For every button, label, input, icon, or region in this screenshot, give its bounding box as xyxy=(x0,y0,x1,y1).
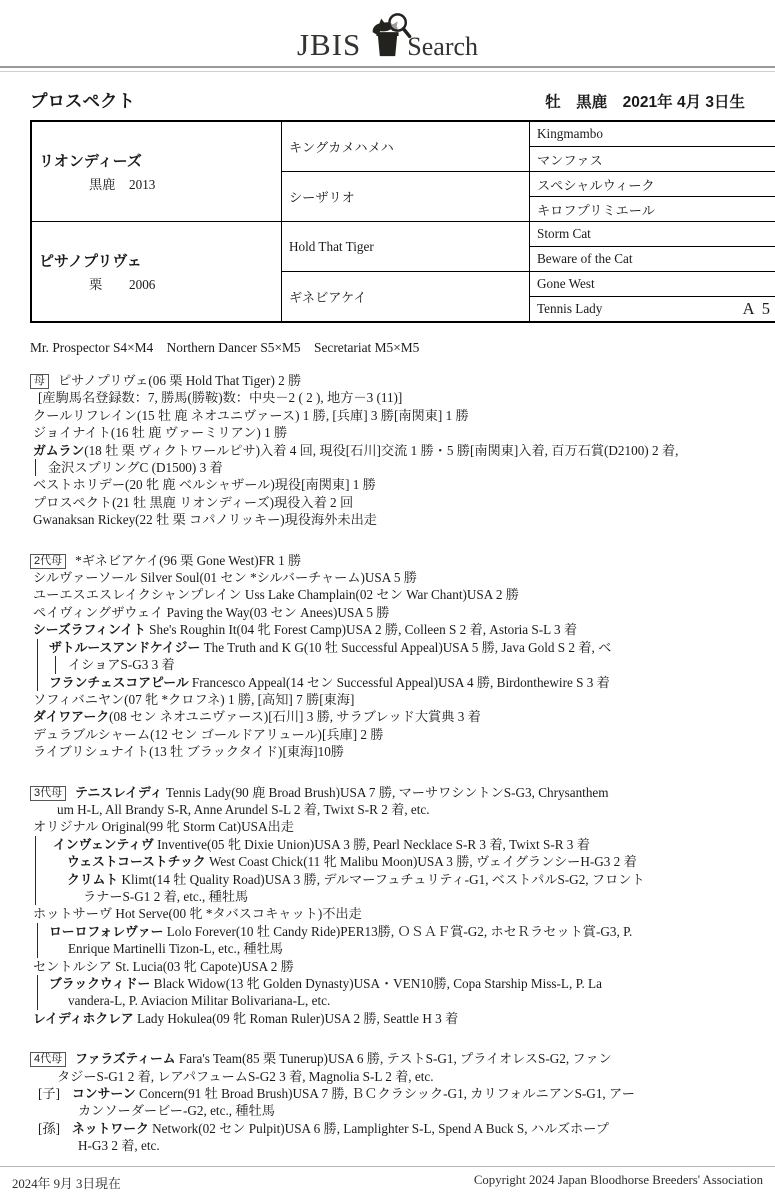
generation-label: 2代母 xyxy=(30,554,66,569)
jbis-logo-text: JBIS xyxy=(296,27,362,62)
tree-connector xyxy=(35,836,36,853)
horse-name: ネットワーク xyxy=(72,1120,149,1136)
line-segment: プロスペクト(21 牡 黒鹿 リオンディーズ)現役入着 2 回 xyxy=(33,494,354,510)
family-section xyxy=(30,372,750,529)
line-text xyxy=(30,424,287,441)
line-text xyxy=(30,940,283,957)
line-segment: Francesco Appeal(14 セン Successful Appeal)USA 4 勝, Birdonthewire S 3 着 xyxy=(188,674,610,690)
horse-name: ザトルースアンドケイジー xyxy=(49,639,201,655)
horse-name: ファラズティーム xyxy=(75,1051,176,1067)
pedigree-line xyxy=(30,853,750,870)
pedigree-line xyxy=(30,1085,750,1102)
line-text xyxy=(30,1102,275,1119)
page-title-horse-name: プロスペクト xyxy=(30,91,135,111)
search-logo-text: Search xyxy=(407,32,479,61)
horse-name: フランチェスコアピール xyxy=(49,674,189,690)
pedigree-sire-sire-sire-cell: Kingmambo xyxy=(530,121,775,147)
pedigree-dam-sire-cell: Hold That Tiger xyxy=(282,222,530,272)
line-segment: ライブリシュナイト(13 牡 ブラックタイド)[東海]10勝 xyxy=(33,744,344,760)
pedigree-sire-sire-dam-cell: マンファス xyxy=(530,147,775,172)
horse-name: テニスレイディ xyxy=(75,784,163,800)
pedigree-line xyxy=(30,1137,750,1154)
line-text xyxy=(30,923,632,940)
line-text xyxy=(30,442,678,459)
pedigree-line xyxy=(30,818,750,835)
line-segment: [孫] xyxy=(38,1120,60,1136)
pedigree-line xyxy=(30,639,750,656)
inbreeding-line: Mr. Prospector S4×M4 Northern Dancer S5×M5 Secretariat M5×M5 xyxy=(30,340,420,355)
pedigree-line xyxy=(30,459,750,476)
line-segment: 金沢スプリングC (D1500) 3 着 xyxy=(48,460,223,476)
line-text xyxy=(30,958,294,975)
pedigree-dam-sire-sire-cell: Storm Cat xyxy=(530,222,775,247)
pedigree-line xyxy=(30,801,750,818)
line-segment: ペイヴィングザウェイ Paving the Way(03 セン Anees)USA 5 勝 xyxy=(33,604,390,620)
pedigree-line xyxy=(30,905,750,922)
line-segment: ベストホリデー(20 牝 鹿 ベルシャザール)現役[南関東] 1 勝 xyxy=(33,477,376,493)
line-text xyxy=(30,389,402,406)
line-text xyxy=(30,691,354,708)
dam-name: ピサノプリヴェ xyxy=(39,253,142,270)
line-text xyxy=(30,459,223,476)
line-text xyxy=(30,784,609,801)
line-segment: vandera-L, P. Aviacion Militar Bolivariana-L, etc. xyxy=(68,993,331,1009)
line-text xyxy=(30,853,637,870)
horse-name: ガムラン xyxy=(33,442,85,458)
pedigree-sire-cell xyxy=(31,121,282,222)
line-text xyxy=(30,476,376,493)
line-text xyxy=(30,1085,635,1102)
line-segment: Enrique Martinelli Tizon-L, etc., 種牡馬 xyxy=(68,941,283,957)
pedigree-line xyxy=(30,569,750,586)
sire-name: リオンディーズ xyxy=(39,153,142,170)
sire-coat-year xyxy=(39,174,277,193)
generation-label: 母 xyxy=(30,374,49,389)
as-of-date: 2024年 9月 3日現在 xyxy=(12,1177,121,1191)
line-segment: ホットサーヴ Hot Serve(00 牝 *タバスコキャット)不出走 xyxy=(33,906,362,922)
line-text xyxy=(30,639,611,656)
line-segment: (08 セン ネオユニヴァース)[石川] 3 勝, サラブレッド大賞典 3 着 xyxy=(109,709,481,725)
line-text xyxy=(30,552,301,569)
pedigree-line xyxy=(30,442,750,459)
pedigree-line xyxy=(30,888,750,905)
line-segment: ラナーS-G1 2 着, etc., 種牡馬 xyxy=(83,888,249,904)
tree-connector xyxy=(55,656,56,673)
line-text xyxy=(30,1137,160,1154)
line-text xyxy=(30,801,430,818)
pedigree-sire-dam-dam-cell: キロフプリミエール xyxy=(530,197,775,222)
line-segment: (18 牡 栗 ヴィクトワールピサ)入着 4 回, 現役[石川]交流 1 勝・5 勝[南関東]入着, 百万石賞(D2100) 2 着, xyxy=(84,442,679,458)
sire-year: 2013 xyxy=(129,177,156,192)
pedigree-line xyxy=(30,604,750,621)
tree-connector xyxy=(37,639,38,656)
pedigree-line xyxy=(30,836,750,853)
pedigree-line xyxy=(30,476,750,493)
pedigree-line xyxy=(30,726,750,743)
line-segment: She's Roughin It(04 牝 Forest Camp)USA 2 勝, Colleen S 2 着, Astoria S-L 3 着 xyxy=(145,622,578,638)
line-segment: イショアS-G3 3 着 xyxy=(68,657,175,673)
line-segment: West Coast Chick(11 牝 Malibu Moon)USA 3 勝, ヴェイグランシーH-G3 2 着 xyxy=(205,854,637,870)
pedigree-detail xyxy=(30,372,750,1155)
line-text xyxy=(30,372,301,389)
tree-connector xyxy=(37,923,38,940)
line-segment: Fara's Team(85 栗 Tunerup)USA 6 勝, テストS-G1, プライオレスS-G2, ファン xyxy=(175,1051,612,1067)
line-segment: Gwanaksan Rickey(22 牡 栗 コパノリッキー)現役海外未出走 xyxy=(33,512,377,528)
pedigree-line xyxy=(30,923,750,940)
header-divider xyxy=(0,66,775,72)
pedigree-sire-dam-sire-cell: スペシャルウィーク xyxy=(530,172,775,197)
line-segment: ピサノプリヴェ(06 栗 Hold That Tiger) 2 勝 xyxy=(58,373,302,388)
line-segment: ユーエスエスレイクシャンプレイン Uss Lake Champlain(02 セン War Chant)USA 2 勝 xyxy=(33,587,519,603)
pedigree-line xyxy=(30,586,750,603)
line-segment: ソフィバニヤン(07 牝 *クロフネ) 1 勝, [高知] 7 勝[東海] xyxy=(33,691,355,707)
horse-magnifier-icon xyxy=(363,11,413,64)
page-footer xyxy=(0,1166,775,1192)
pedigree-line xyxy=(30,992,750,1009)
line-segment: クールリフレイン(15 牡 鹿 ネオユニヴァース) 1 勝, [兵庫] 3 勝[南関東] 1 勝 xyxy=(33,407,469,423)
pedigree-line xyxy=(30,1010,750,1027)
dam-dam-dam-name: Tennis Lady xyxy=(537,301,603,316)
pedigree-table xyxy=(30,120,775,323)
line-text xyxy=(30,1120,609,1137)
line-segment: The Truth and K G(10 牡 Successful Appeal)USA 5 勝, Java Gold S 2 着, ベ xyxy=(200,639,612,655)
horse-name: クリムト xyxy=(67,871,119,887)
tree-connector xyxy=(37,656,38,673)
line-text xyxy=(30,621,577,638)
line-text xyxy=(30,905,362,922)
pedigree-dam-dam-dam-cell xyxy=(530,297,775,323)
family-section xyxy=(30,784,750,1028)
horse-name: レイディホクレア xyxy=(33,1010,134,1026)
line-segment: [産駒馬名登録数：7, 勝馬(勝鞍)数：中央－2 ( 2 ), 地方－3 (11)] xyxy=(38,390,403,406)
tree-connector xyxy=(35,459,36,476)
pedigree-line xyxy=(30,784,750,801)
line-text xyxy=(30,743,344,760)
tree-connector xyxy=(37,674,38,691)
pedigree-line xyxy=(30,424,750,441)
line-segment: セントルシア St. Lucia(03 牝 Capote)USA 2 勝 xyxy=(33,958,294,974)
line-segment: Lady Hokulea(09 牝 Roman Ruler)USA 2 勝, Seattle H 3 着 xyxy=(133,1010,459,1026)
pedigree-sire-sire-cell: キングカメハメハ xyxy=(282,121,530,172)
line-text xyxy=(30,975,602,992)
tree-connector xyxy=(35,853,36,870)
dam-coat-year xyxy=(39,274,277,293)
pedigree-line xyxy=(30,511,750,528)
line-text xyxy=(30,511,377,528)
pedigree-line xyxy=(30,372,750,389)
pedigree-line xyxy=(30,691,750,708)
line-segment: [子] xyxy=(38,1086,60,1102)
copyright-notice: Copyright 2024 Japan Bloodhorse Breeders' Association xyxy=(473,1173,763,1187)
line-text xyxy=(30,586,519,603)
generation-label: 4代母 xyxy=(30,1052,66,1067)
blood-index-mark: A 5 xyxy=(742,299,772,318)
line-segment: デュラブルシャーム(12 セン ゴールドアリュール)[兵庫] 2 勝 xyxy=(33,726,384,742)
line-text xyxy=(30,818,294,835)
pedigree-line xyxy=(30,1050,750,1067)
pedigree-line xyxy=(30,975,750,992)
line-text xyxy=(30,674,610,691)
horse-name: コンサーン xyxy=(72,1086,136,1102)
generation-label: 3代母 xyxy=(30,786,66,801)
pedigree-line xyxy=(30,552,750,569)
pedigree-line xyxy=(30,708,750,725)
line-segment: タジーS-G1 2 着, レアパフュームS-G2 3 着, Magnolia S-L 2 着, etc. xyxy=(57,1068,434,1084)
pedigree-line xyxy=(30,1120,750,1137)
horse-name: ブラックウィドー xyxy=(49,976,151,991)
pedigree-dam-sire-dam-cell: Beware of the Cat xyxy=(530,247,775,272)
line-text xyxy=(30,407,469,424)
line-text xyxy=(30,836,590,853)
line-segment: オリジナル Original(99 牝 Storm Cat)USA出走 xyxy=(33,819,294,835)
title-row xyxy=(30,88,745,113)
line-text xyxy=(30,871,645,888)
jbis-logo xyxy=(297,11,478,60)
line-segment: Tennis Lady(90 鹿 Broad Brush)USA 7 勝, マーサワシントンS-G3, Chrysanthem xyxy=(162,784,609,800)
pedigree-dam-dam-cell: ギネビアケイ xyxy=(282,272,530,323)
line-text xyxy=(30,1068,434,1085)
line-segment: Concern(91 牡 Broad Brush)USA 7 勝, ＢＣクラシック-G1, カリフォルニアンS-G1, アー xyxy=(135,1086,635,1102)
line-segment: Black Widow(13 牝 Golden Dynasty)USA・VEN10勝, Copa Starship Miss-L, P. La xyxy=(150,976,602,991)
pedigree-dam-dam-sire-cell: Gone West xyxy=(530,272,775,297)
line-text xyxy=(30,726,383,743)
pedigree-line xyxy=(30,871,750,888)
horse-name: ローロフォレヴァー xyxy=(49,923,164,939)
pedigree-line xyxy=(30,389,750,406)
site-header xyxy=(0,0,775,60)
pedigree-line xyxy=(30,1102,750,1119)
pedigree-line xyxy=(30,621,750,638)
pedigree-line xyxy=(30,1068,750,1085)
pedigree-line xyxy=(30,958,750,975)
line-segment: シルヴァーソール Silver Soul(01 セン *シルバーチャーム)USA 5 勝 xyxy=(33,570,417,586)
line-text xyxy=(30,1050,612,1067)
line-text xyxy=(30,604,389,621)
line-text xyxy=(30,494,353,511)
horse-profile: 牡 黒鹿 2021年 4月 3日生 xyxy=(545,94,745,111)
tree-connector xyxy=(37,940,38,957)
line-segment: ジョイナイト(16 牡 鹿 ヴァーミリアン) 1 勝 xyxy=(33,425,288,441)
tree-connector xyxy=(35,888,36,905)
line-segment: Inventive(05 牝 Dixie Union)USA 3 勝, Pearl Necklace S-R 3 着, Twixt S-R 3 着 xyxy=(153,836,590,852)
line-text xyxy=(30,569,417,586)
horse-name: シーズラフィンイト xyxy=(33,622,146,638)
pedigree-sire-dam-cell: シーザリオ xyxy=(282,172,530,222)
horse-name: ウェストコーストチック xyxy=(67,854,206,870)
horse-name: インヴェンティヴ xyxy=(53,836,154,852)
pedigree-line xyxy=(30,940,750,957)
line-segment: Lolo Forever(10 牡 Candy Ride)PER13勝, ＯＳＡＦ賞-G2, ホセＲラセット賞-G3, P. xyxy=(163,923,633,939)
tree-connector xyxy=(35,871,36,888)
line-text xyxy=(30,656,175,673)
pedigree-line xyxy=(30,656,750,673)
sire-coat: 黒鹿 xyxy=(89,177,116,192)
dam-coat: 栗 xyxy=(89,277,103,292)
pedigree-dam-cell xyxy=(31,222,282,323)
family-section xyxy=(30,552,750,761)
line-text xyxy=(30,888,248,905)
pedigree-line xyxy=(30,407,750,424)
horse-name: ダイワアーク xyxy=(33,709,110,725)
line-text xyxy=(30,992,330,1009)
line-segment: *ギネビアケイ(96 栗 Gone West)FR 1 勝 xyxy=(75,552,302,568)
line-segment: um H-L, All Brandy S-R, Anne Arundel S-L 2 着, Twixt S-R 2 着, etc. xyxy=(57,801,430,817)
tree-connector xyxy=(37,975,38,992)
pedigree-line xyxy=(30,674,750,691)
line-segment: Network(02 セン Pulpit)USA 6 勝, Lamplighter S-L, Spend A Buck S, ハルズホープ xyxy=(148,1120,609,1136)
pedigree-line xyxy=(30,743,750,760)
dam-year: 2006 xyxy=(129,277,156,292)
line-segment: H-G3 2 着, etc. xyxy=(78,1138,160,1154)
line-segment: Klimt(14 牡 Quality Road)USA 3 勝, デルマーフュチュリティ-G1, ベストパルS-G2, フロント xyxy=(118,871,645,887)
pedigree-line xyxy=(30,494,750,511)
line-text xyxy=(30,708,481,725)
family-section xyxy=(30,1050,750,1154)
tree-connector xyxy=(37,992,38,1009)
line-text xyxy=(30,1010,458,1027)
line-segment: カンソーダービー-G2, etc., 種牡馬 xyxy=(78,1103,275,1119)
